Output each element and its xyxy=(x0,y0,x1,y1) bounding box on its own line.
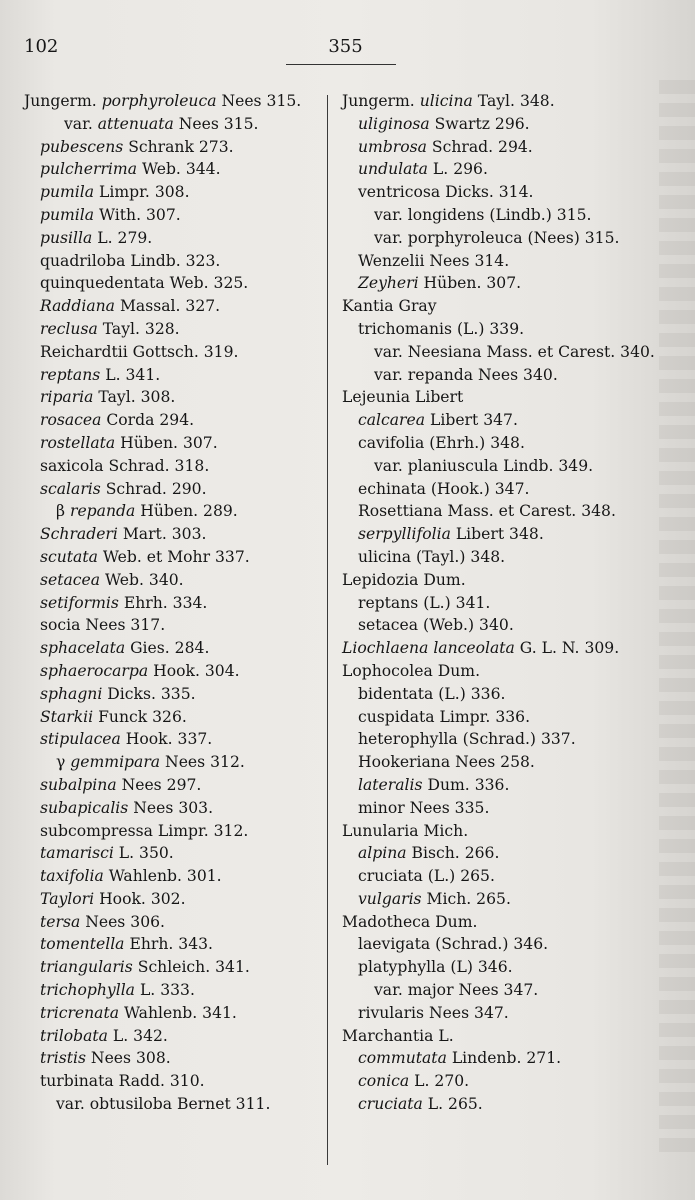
entry-text: β xyxy=(56,502,70,521)
index-entry xyxy=(342,1025,672,1048)
index-entry xyxy=(24,1025,324,1048)
entry-text: laevigata (Schrad.) 346. xyxy=(358,935,549,954)
index-entry xyxy=(24,888,324,911)
entry-text: γ xyxy=(56,753,71,772)
entry-name-italic: sphaerocarpa xyxy=(40,661,149,680)
index-entry xyxy=(342,842,672,865)
entry-text: quadriloba Lindb. 323. xyxy=(40,251,221,270)
entry-name-italic: lateralis xyxy=(358,775,423,794)
index-entry xyxy=(342,90,672,113)
index-entry xyxy=(24,227,324,250)
entry-author-page: Nees 303. xyxy=(128,798,214,817)
index-entry xyxy=(342,500,672,523)
section-number: 355 xyxy=(328,36,363,57)
entry-text: Lejeunia Libert xyxy=(342,388,464,407)
index-entry xyxy=(24,933,324,956)
index-entry xyxy=(24,318,324,341)
index-entry xyxy=(24,546,324,569)
index-entry xyxy=(24,272,324,295)
index-entry xyxy=(24,956,324,979)
index-entry xyxy=(24,341,324,364)
entry-author-page: Hüben. 289. xyxy=(135,502,238,521)
entry-author-page: Hook. 302. xyxy=(94,889,186,908)
entry-author-page: Lindenb. 271. xyxy=(446,1049,562,1068)
index-entry xyxy=(342,432,672,455)
entry-author-page: Mich. 265. xyxy=(421,889,511,908)
entry-text: Rosettiana Mass. et Carest. 348. xyxy=(358,502,616,521)
entry-text: var. xyxy=(64,114,98,133)
entry-name-italic: pubescens xyxy=(40,137,124,156)
index-entry xyxy=(342,181,672,204)
index-entry xyxy=(342,569,672,592)
index-entry xyxy=(24,865,324,888)
entry-author-page: Massal. 327. xyxy=(114,297,221,316)
section-number-wrap xyxy=(0,36,695,57)
entry-name-italic: pusilla xyxy=(40,228,93,247)
index-entry xyxy=(342,272,672,295)
entry-text: Lunularia Mich. xyxy=(342,821,469,840)
index-entry xyxy=(342,158,672,181)
entry-author-page: Nees 315. xyxy=(216,92,302,110)
index-entry xyxy=(342,888,672,911)
entry-name-italic: pumila xyxy=(40,183,95,202)
entry-name-italic: repanda xyxy=(69,502,136,521)
entry-name-italic: reptans xyxy=(40,365,101,384)
entry-name-italic: setiformis xyxy=(40,593,119,612)
entry-text: cavifolia (Ehrh.) 348. xyxy=(358,433,525,452)
entry-text: platyphylla (L) 346. xyxy=(358,958,513,977)
entry-author-page: Hook. 337. xyxy=(120,730,213,749)
entry-text: ulicina (Tayl.) 348. xyxy=(358,547,506,566)
entry-author-page: Bisch. 266. xyxy=(406,844,500,863)
entry-text: var. obtusiloba Bernet 311. xyxy=(56,1095,271,1114)
entry-text: minor Nees 335. xyxy=(358,798,490,817)
index-entry xyxy=(342,455,672,478)
index-entry xyxy=(342,614,672,637)
entry-author-page: Limpr. 308. xyxy=(94,183,190,202)
index-entry xyxy=(342,774,672,797)
entry-author-page: L. 333. xyxy=(134,981,195,1000)
entry-name-italic: tamarisci xyxy=(40,844,114,863)
entry-author-page: Tayl. 308. xyxy=(93,388,176,407)
index-entry xyxy=(24,820,324,843)
entry-text: Hookeriana Nees 258. xyxy=(358,753,535,772)
index-entry xyxy=(24,1093,324,1116)
index-entry xyxy=(24,181,324,204)
entry-author-page: Nees 312. xyxy=(160,753,245,772)
entry-author-page: Hook. 304. xyxy=(148,661,240,680)
index-entry xyxy=(342,1047,672,1070)
index-entry xyxy=(342,911,672,934)
index-entry xyxy=(342,113,672,136)
index-column-left xyxy=(24,90,324,1116)
entry-name-italic: stipulacea xyxy=(40,730,121,749)
column-divider xyxy=(327,95,328,1165)
entry-author-page: G. L. N. 309. xyxy=(514,639,620,658)
index-column-right xyxy=(342,90,672,1116)
index-entry xyxy=(342,1070,672,1093)
index-entry xyxy=(24,409,324,432)
index-entry xyxy=(24,204,324,227)
entry-name-italic: rosacea xyxy=(40,411,102,430)
entry-name-italic: scalaris xyxy=(40,479,101,498)
entry-text: echinata (Hook.) 347. xyxy=(358,479,530,498)
entry-text: var. major Nees 347. xyxy=(374,981,539,1000)
entry-author-page: Libert 348. xyxy=(450,525,544,544)
index-entry xyxy=(24,478,324,501)
entry-name-italic: umbrosa xyxy=(358,137,427,156)
index-entry xyxy=(24,614,324,637)
entry-name-italic: Schraderi xyxy=(40,525,118,544)
index-entry xyxy=(342,478,672,501)
index-entry xyxy=(342,295,672,318)
entry-author-page: L. 350. xyxy=(113,844,174,863)
header-rule xyxy=(286,64,396,65)
entry-name-italic: pulcherrima xyxy=(40,160,137,179)
entry-author-page: Web. et Mohr 337. xyxy=(97,547,250,566)
entry-name-italic: Raddiana xyxy=(40,297,115,316)
index-entry xyxy=(24,136,324,159)
entry-name-italic: setacea xyxy=(40,570,101,589)
index-entry xyxy=(24,637,324,660)
index-entry xyxy=(342,386,672,409)
entry-author-page: L. 265. xyxy=(422,1095,483,1114)
entry-author-page: Funck 326. xyxy=(93,707,187,726)
entry-name-italic: taxifolia xyxy=(40,867,104,886)
entry-author-page: L. 270. xyxy=(409,1072,470,1091)
index-entry xyxy=(24,250,324,273)
index-entry xyxy=(342,546,672,569)
index-entry xyxy=(342,820,672,843)
entry-text: ventricosa Dicks. 314. xyxy=(358,183,534,202)
index-entry xyxy=(24,842,324,865)
index-entry xyxy=(24,774,324,797)
entry-name-italic: porphyroleuca xyxy=(101,92,217,110)
entry-text: rivularis Nees 347. xyxy=(358,1003,509,1022)
entry-name-italic: cruciata xyxy=(358,1095,423,1114)
index-entry xyxy=(24,432,324,455)
entry-author-page: Schleich. 341. xyxy=(132,958,250,977)
entry-author-page: Nees 308. xyxy=(85,1049,171,1068)
entry-text: socia Nees 317. xyxy=(40,616,166,635)
entry-text: Kantia Gray xyxy=(342,297,437,316)
entry-text: setacea (Web.) 340. xyxy=(358,616,514,635)
index-entry xyxy=(24,386,324,409)
entry-text: Marchantia L. xyxy=(342,1026,454,1045)
entry-author-page: Hüben. 307. xyxy=(418,274,522,293)
entry-author-page: Gies. 284. xyxy=(125,639,210,658)
index-entry xyxy=(342,204,672,227)
entry-name-italic: tristis xyxy=(40,1049,86,1068)
entry-name-italic: subapicalis xyxy=(40,798,129,817)
index-entry xyxy=(24,706,324,729)
entry-text: cuspidata Limpr. 336. xyxy=(358,707,531,726)
entry-text: Madotheca Dum. xyxy=(342,912,478,931)
entry-author-page: Swartz 296. xyxy=(429,114,530,133)
entry-author-page: L. 341. xyxy=(100,365,161,384)
index-entry xyxy=(342,1093,672,1116)
index-entry xyxy=(342,318,672,341)
index-entry xyxy=(342,227,672,250)
index-entry xyxy=(342,409,672,432)
entry-text: Reichardtii Gottsch. 319. xyxy=(40,342,239,361)
index-entry xyxy=(342,683,672,706)
index-entry xyxy=(24,90,324,113)
entry-text: turbinata Radd. 310. xyxy=(40,1072,205,1091)
index-entry xyxy=(24,113,324,136)
entry-name-italic: sphagni xyxy=(40,684,103,703)
entry-author-page: Ehrh. 334. xyxy=(118,593,208,612)
index-entry xyxy=(24,295,324,318)
entry-name-italic: triangularis xyxy=(40,958,133,977)
entry-name-italic: gemmipara xyxy=(70,753,161,772)
entry-name-italic: trichophylla xyxy=(40,981,135,1000)
entry-text: var. planiuscula Lindb. 349. xyxy=(374,456,594,475)
entry-author-page: Schrad. 294. xyxy=(426,137,533,156)
index-entry xyxy=(342,592,672,615)
entry-name-italic: commutata xyxy=(358,1049,447,1068)
entry-name-italic: Liochlaena lanceolata xyxy=(342,639,515,658)
index-entry xyxy=(342,364,672,387)
entry-text: Jungerm. xyxy=(24,92,102,110)
entry-author-page: With. 307. xyxy=(94,205,181,224)
entry-author-page: L. 296. xyxy=(427,160,488,179)
index-entry xyxy=(24,523,324,546)
entry-text: var. longidens (Lindb.) 315. xyxy=(374,205,592,224)
entry-text: saxicola Schrad. 318. xyxy=(40,456,210,475)
index-entry xyxy=(24,500,324,523)
index-entry xyxy=(24,1047,324,1070)
entry-text: var. repanda Nees 340. xyxy=(374,365,558,384)
index-entry xyxy=(342,728,672,751)
entry-name-italic: ulicina xyxy=(419,92,473,110)
entry-author-page: Tayl. 328. xyxy=(97,319,180,338)
entry-name-italic: Zeyheri xyxy=(358,274,419,293)
entry-name-italic: Starkii xyxy=(40,707,94,726)
index-entry xyxy=(342,706,672,729)
entry-author-page: Web. 344. xyxy=(137,160,221,179)
index-entry xyxy=(342,865,672,888)
index-entry xyxy=(342,250,672,273)
index-entry xyxy=(24,1070,324,1093)
entry-text: quinquedentata Web. 325. xyxy=(40,274,249,293)
entry-name-italic: tomentella xyxy=(40,935,125,954)
index-entry xyxy=(24,569,324,592)
entry-author-page: Mart. 303. xyxy=(117,525,207,544)
entry-name-italic: scutata xyxy=(40,547,98,566)
index-entry xyxy=(24,728,324,751)
entry-text: var. porphyroleuca (Nees) 315. xyxy=(374,228,620,247)
index-entry xyxy=(24,455,324,478)
index-entry xyxy=(342,751,672,774)
entry-name-italic: rostellata xyxy=(40,433,116,452)
entry-name-italic: alpina xyxy=(358,844,407,863)
entry-name-italic: trilobata xyxy=(40,1026,108,1045)
entry-text: var. Neesiana Mass. et Carest. 340. xyxy=(374,342,655,361)
entry-name-italic: subalpina xyxy=(40,775,117,794)
index-entry xyxy=(342,956,672,979)
entry-text: bidentata (L.) 336. xyxy=(358,684,506,703)
index-entry xyxy=(342,523,672,546)
index-entry xyxy=(24,979,324,1002)
entry-author-page: Dicks. 335. xyxy=(102,684,196,703)
entry-name-italic: serpyllifolia xyxy=(358,525,451,544)
index-entry xyxy=(342,979,672,1002)
entry-name-italic: sphacelata xyxy=(40,639,126,658)
index-entry xyxy=(24,683,324,706)
page-number: 102 xyxy=(24,36,59,57)
index-entry xyxy=(24,592,324,615)
entry-name-italic: uliginosa xyxy=(358,114,430,133)
index-entry xyxy=(342,797,672,820)
entry-name-italic: riparia xyxy=(40,388,94,407)
index-entry xyxy=(342,341,672,364)
entry-author-page: L. 342. xyxy=(107,1026,168,1045)
entry-author-page: Tayl. 348. xyxy=(472,92,555,110)
entry-author-page: Wahlenb. 341. xyxy=(119,1003,237,1022)
index-entry xyxy=(24,797,324,820)
index-entry xyxy=(342,637,672,660)
entry-name-italic: pumila xyxy=(40,205,95,224)
entry-name-italic: calcarea xyxy=(358,411,426,430)
entry-name-italic: Taylori xyxy=(40,889,95,908)
entry-text: Lepidozia Dum. xyxy=(342,570,466,589)
entry-text: reptans (L.) 341. xyxy=(358,593,491,612)
entry-text: Jungerm. xyxy=(342,92,420,110)
entry-author-page: Hüben. 307. xyxy=(115,433,218,452)
index-entry xyxy=(342,933,672,956)
entry-text: trichomanis (L.) 339. xyxy=(358,319,525,338)
entry-text: heterophylla (Schrad.) 337. xyxy=(358,730,576,749)
entry-author-page: Wahlenb. 301. xyxy=(103,867,222,886)
entry-author-page: Nees 297. xyxy=(116,775,202,794)
entry-author-page: Schrank 273. xyxy=(123,137,234,156)
entry-text: Lophocolea Dum. xyxy=(342,661,481,680)
index-entry xyxy=(24,364,324,387)
entry-name-italic: reclusa xyxy=(40,319,98,338)
entry-text: Wenzelii Nees 314. xyxy=(358,251,510,270)
entry-name-italic: tricrenata xyxy=(40,1003,120,1022)
index-entry xyxy=(24,1002,324,1025)
entry-author-page: Nees 315. xyxy=(173,114,259,133)
entry-name-italic: tersa xyxy=(40,912,81,931)
index-entry xyxy=(342,1002,672,1025)
entry-text: cruciata (L.) 265. xyxy=(358,867,495,886)
entry-text: subcompressa Limpr. 312. xyxy=(40,821,249,840)
entry-author-page: Dum. 336. xyxy=(422,775,510,794)
index-entry xyxy=(342,136,672,159)
entry-author-page: L. 279. xyxy=(92,228,153,247)
index-entry xyxy=(24,751,324,774)
entry-name-italic: conica xyxy=(358,1072,410,1091)
entry-author-page: Ehrh. 343. xyxy=(124,935,213,954)
entry-author-page: Libert 347. xyxy=(425,411,518,430)
entry-name-italic: vulgaris xyxy=(358,889,422,908)
entry-author-page: Corda 294. xyxy=(101,411,195,430)
entry-author-page: Web. 340. xyxy=(100,570,184,589)
index-entry xyxy=(24,660,324,683)
index-entry xyxy=(342,660,672,683)
entry-name-italic: undulata xyxy=(358,160,428,179)
entry-author-page: Nees 306. xyxy=(80,912,165,931)
index-entry xyxy=(24,158,324,181)
index-entry xyxy=(24,911,324,934)
entry-name-italic: attenuata xyxy=(97,114,174,133)
entry-author-page: Schrad. 290. xyxy=(100,479,207,498)
